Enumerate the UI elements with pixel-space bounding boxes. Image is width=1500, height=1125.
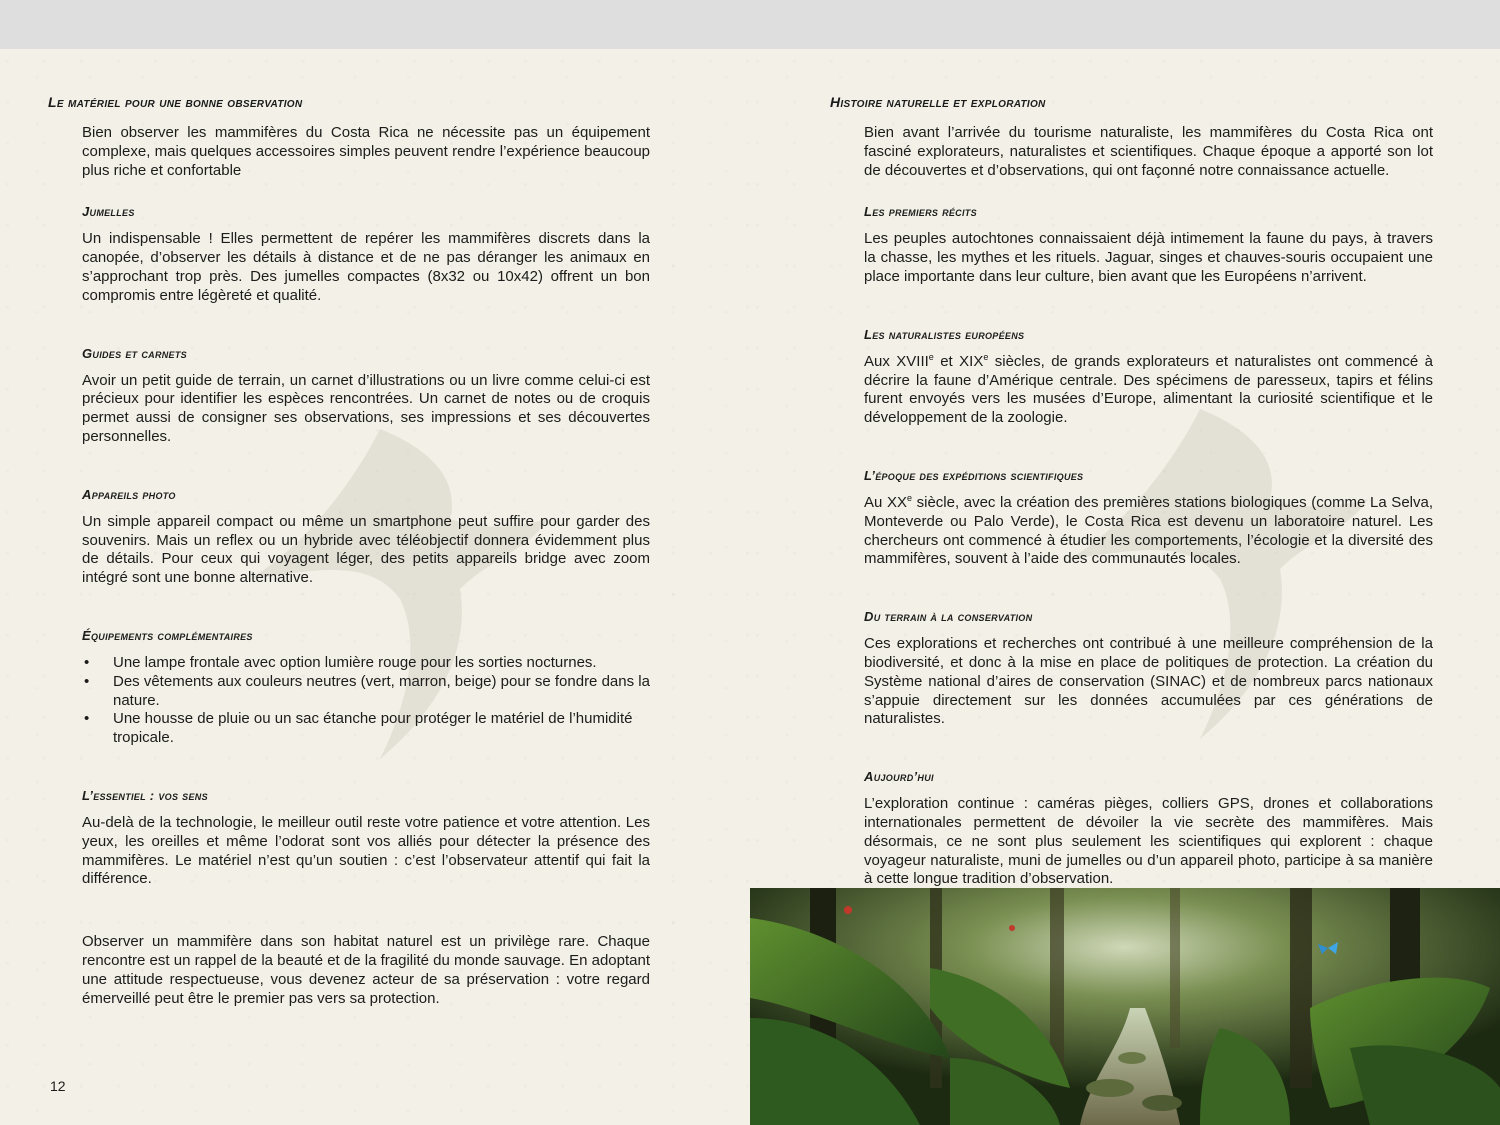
left-page-title: Le matériel pour une bonne observation bbox=[48, 94, 303, 110]
left-page bbox=[0, 49, 750, 1125]
heading-essentiel: L’essentiel : vos sens bbox=[82, 787, 208, 803]
text-appareils: Un simple appareil compact ou même un smartphone peut suffire pour garder des souvenirs. Mais un reflex ou un hybride avec téléobjectif donnera évidemment plus de détails. Pour ceux qui voyagent léger, des petits appareils bridge avec zoom intégré sont une bonne alternative. bbox=[82, 512, 650, 587]
heading-conservation: Du terrain à la conservation bbox=[864, 609, 1033, 625]
heading-premiers-recits: Les premiers récits bbox=[864, 204, 977, 220]
text-naturalistes: Aux XVIIIe et XIXe siècles, de grands explorateurs et naturalistes ont commencé à décrire la faune d’Amérique centrale. Des spécimens de paresseux, tapirs et félins furent envoyés vers les musées d’Europe, alimentant la curiosité scientifique et le développement de la zoologie. bbox=[864, 351, 1433, 427]
list-item: • Des vêtements aux couleurs neutres (vert, marron, beige) pour se fondre dans la nature. bbox=[82, 673, 650, 711]
heading-guides: Guides et carnets bbox=[82, 345, 187, 361]
text-jumelles: Un indispensable ! Elles permettent de repérer les mammifères discrets dans la canopée, d’observer les détails à distance et de ne pas déranger les animaux en s’approchant trop près. Des jumelles compactes (8x32 ou 10x42) offrent un bon compromis entre légèreté et qualité. bbox=[82, 230, 650, 304]
right-page bbox=[750, 49, 1500, 1125]
right-column bbox=[830, 93, 1433, 889]
left-closing: Observer un mammifère dans son habitat naturel est un privilège rare. Chaque rencontre est un rappel de la beauté et de la fragilité du monde sauvage. En adoptant une attitude respectueuse, vous devenez acteur de sa préservation : votre regard émerveillé peut être le premier pas vers sa protection. bbox=[82, 933, 650, 1007]
heading-appareils: Appareils photo bbox=[82, 486, 176, 502]
left-intro: Bien observer les mammifères du Costa Rica ne nécessite pas un équipement complexe, mais quelques accessoires simples peuvent rendre l’expérience beaucoup plus riche et confortable bbox=[82, 124, 650, 179]
heading-equipements: Équipements complémentaires bbox=[82, 627, 253, 643]
text-guides: Avoir un petit guide de terrain, un carnet d’illustrations ou un livre comme celui-ci est précieux pour identifier les espèces rencontrées. Un carnet de notes ou de croquis permet aussi de consigner ses observations, ses impressions et ses découvertes personnelles. bbox=[82, 371, 650, 445]
heading-naturalistes: Les naturalistes européens bbox=[864, 326, 1025, 342]
viewer-top-bar bbox=[0, 0, 1500, 49]
rainforest-photo bbox=[750, 888, 1500, 1125]
left-column bbox=[48, 93, 650, 1008]
right-intro: Bien avant l’arrivée du tourisme naturaliste, les mammifères du Costa Rica ont fasciné explorateurs, naturalistes et scientifiques. Chaque époque a apporté son lot de découvertes et d’observations, qui ont façonné notre connaissance actuelle. bbox=[864, 124, 1433, 179]
list-item: • Une housse de pluie ou un sac étanche pour protéger le matériel de l’humidité tropicale. bbox=[82, 710, 650, 748]
text-aujourdhui: L’exploration continue : caméras pièges, colliers GPS, drones et collaborations internationales permettent de dévoiler la vie secrète des mammifères. Mais désormais, ce ne sont plus seulement les scientifiques qui explorent : chaque voyageur naturaliste, muni de jumelles ou d’un appareil photo, participe à sa manière à cette longue tradition d’observation. bbox=[864, 795, 1433, 888]
text-essentiel: Au-delà de la technologie, le meilleur outil reste votre patience et votre attention. Les yeux, les oreilles et même l’odorat sont vos alliés pour détecter la présence des mammifères. Le matériel n’est qu’un soutien : c’est l’observateur attentif qui fait la différence. bbox=[82, 813, 650, 888]
page-number: 12 bbox=[50, 1078, 66, 1094]
text-expeditions: Au XXe siècle, avec la création des premières stations biologiques (comme La Selva, Monteverde ou Palo Verde), le Costa Rica est devenu un laboratoire naturel. Les chercheurs ont commencé à étudier les comportements, l’écologie et la diversité des mammifères, souvent à l’aide des communautés locales. bbox=[864, 492, 1433, 568]
heading-expeditions: L’époque des expéditions scientifiques bbox=[864, 467, 1084, 483]
list-item: • Une lampe frontale avec option lumière rouge pour les sorties nocturnes. bbox=[82, 654, 650, 673]
text-premiers-recits: Les peuples autochtones connaissaient déjà intimement la faune du pays, à travers la chasse, les mythes et les rituels. Jaguar, singes et chauves-souris occupaient une place importante dans leur culture, bien avant que les Européens n’arrivent. bbox=[864, 230, 1433, 285]
heading-jumelles: Jumelles bbox=[82, 204, 135, 220]
text-conservation: Ces explorations et recherches ont contribué à une meilleure compréhension de la biodiversité, et donc à la mise en place de politiques de protection. La création du Système national d’aires de conservation (SINAC) et de nombreux parcs nationaux s’appuie directement sur les données accumulées par ces générations de naturalistes. bbox=[864, 635, 1433, 728]
equipment-list bbox=[82, 654, 650, 748]
right-page-title: Histoire naturelle et exploration bbox=[830, 94, 1046, 110]
heading-aujourdhui: Aujourd’hui bbox=[864, 769, 934, 785]
